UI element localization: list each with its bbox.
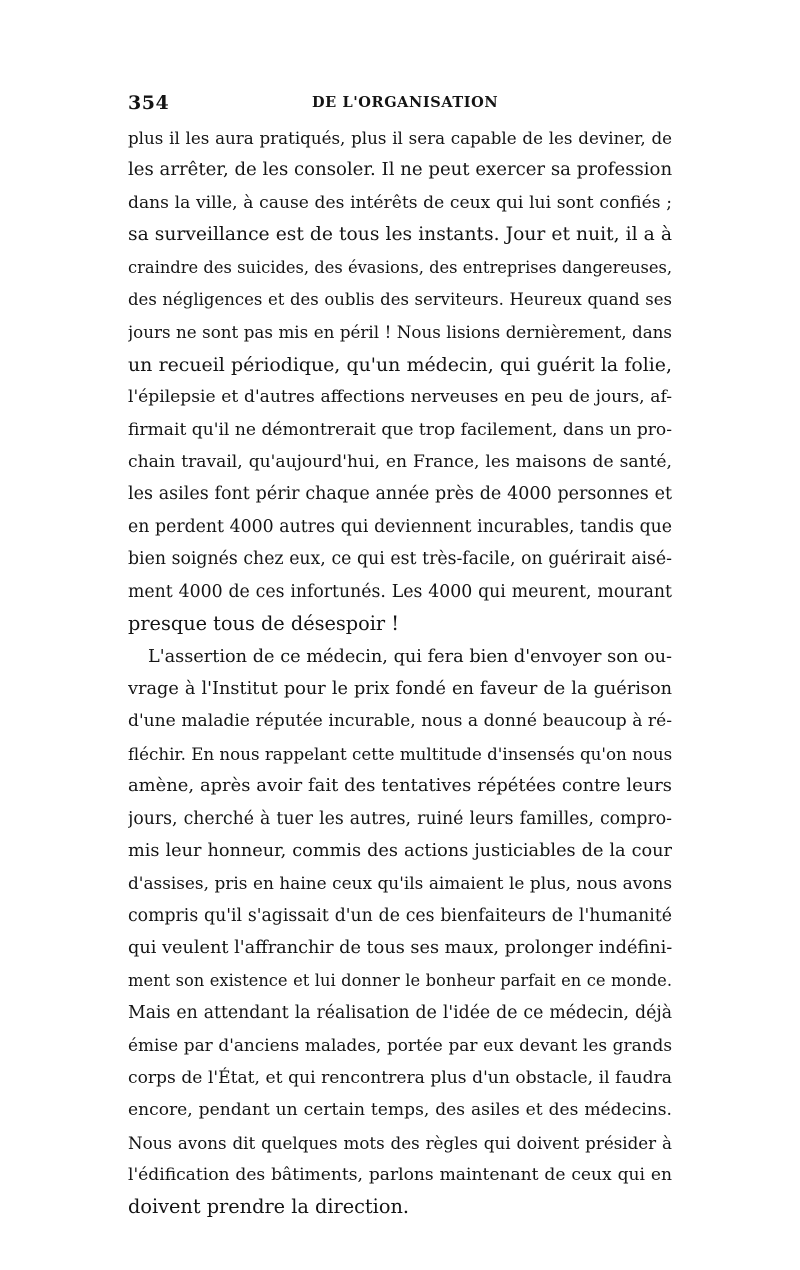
paragraph [128, 641, 672, 1224]
text-line: ment son existence et lui donner le bonheur parfait en ce monde. [128, 970, 672, 990]
text-line: en perdent 4000 autres qui deviennent incurables, tandis que [128, 516, 672, 537]
paragraph [128, 122, 672, 641]
text-line: les arrêter, de les consoler. Il ne peut exercer sa profession [128, 159, 672, 181]
text-line: fléchir. En nous rappelant cette multitude d'insensés qu'on nous [128, 743, 672, 764]
text-line: jours ne sont pas mis en péril ! Nous lisions dernièrement, dans [128, 322, 672, 343]
body-text [128, 122, 672, 1224]
text-line: sa surveillance est de tous les instants. Jour et nuit, il a à [128, 224, 672, 246]
text-line: encore, pendant un certain temps, des asiles et des médecins. [128, 1100, 672, 1121]
text-line: corps de l'État, et qui rencontrera plus d'un obstacle, il faudra [128, 1067, 672, 1088]
page [128, 92, 672, 1224]
text-line: des négligences et des oublis des serviteurs. Heureux quand ses [128, 290, 672, 310]
text-line: un recueil périodique, qu'un médecin, qui guérit la folie, [128, 353, 672, 376]
text-line: vrage à l'Institut pour le prix fondé en faveur de la guérison [128, 678, 672, 699]
text-line: presque tous de désespoir ! [128, 612, 400, 636]
text-line: compris qu'il s'agissait d'un de ces bienfaiteurs de l'humanité [128, 905, 672, 926]
text-line: doivent prendre la direction. [128, 1195, 409, 1219]
text-line: les asiles font périr chaque année près de 4000 personnes et [128, 484, 672, 505]
text-line: l'édification des bâtiments, parlons maintenant de ceux qui en [128, 1165, 672, 1185]
page-number: 354 [128, 92, 170, 114]
text-line: ment 4000 de ces infortunés. Les 4000 qui meurent, mourant [128, 581, 672, 602]
running-head [128, 92, 672, 122]
text-line: d'assises, pris en haine ceux qu'ils aimaient le plus, nous avons [128, 873, 672, 894]
text-line: mis leur honneur, commis des actions justiciables de la cour [128, 840, 672, 861]
running-title: DE L'ORGANISATION [312, 94, 499, 111]
text-line: Nous avons dit quelques mots des règles qui doivent présider à [128, 1132, 672, 1153]
text-line: d'une maladie réputée incurable, nous a donné beaucoup à ré- [128, 711, 672, 732]
text-line: dans la ville, à cause des intérêts de ceux qui lui sont confiés ; [128, 192, 672, 213]
text-line: L'assertion de ce médecin, qui fera bien d'envoyer son ou- [148, 646, 672, 667]
text-line: firmait qu'il ne démontrerait que trop facilement, dans un pro- [128, 419, 672, 440]
text-line: chain travail, qu'aujourd'hui, en France, les maisons de santé, [128, 452, 672, 473]
text-line: bien soignés chez eux, ce qui est très-facile, on guérirait aisé- [128, 549, 672, 570]
text-line: craindre des suicides, des évasions, des entreprises dangereuses, [128, 257, 672, 277]
text-line: jours, cherché à tuer les autres, ruiné leurs familles, compro- [128, 808, 672, 829]
text-line: qui veulent l'affranchir de tous ses maux, prolonger indéfini- [128, 938, 672, 959]
text-line: l'épilepsie et d'autres affections nerveuses en peu de jours, af- [128, 387, 672, 408]
text-line: Mais en attendant la réalisation de l'idée de ce médecin, déjà [128, 1002, 672, 1023]
text-line: amène, après avoir fait des tentatives répétées contre leurs [128, 775, 672, 797]
text-line: émise par d'anciens malades, portée par eux devant les grands [128, 1035, 672, 1056]
text-line: plus il les aura pratiqués, plus il sera capable de les deviner, de [128, 128, 672, 148]
